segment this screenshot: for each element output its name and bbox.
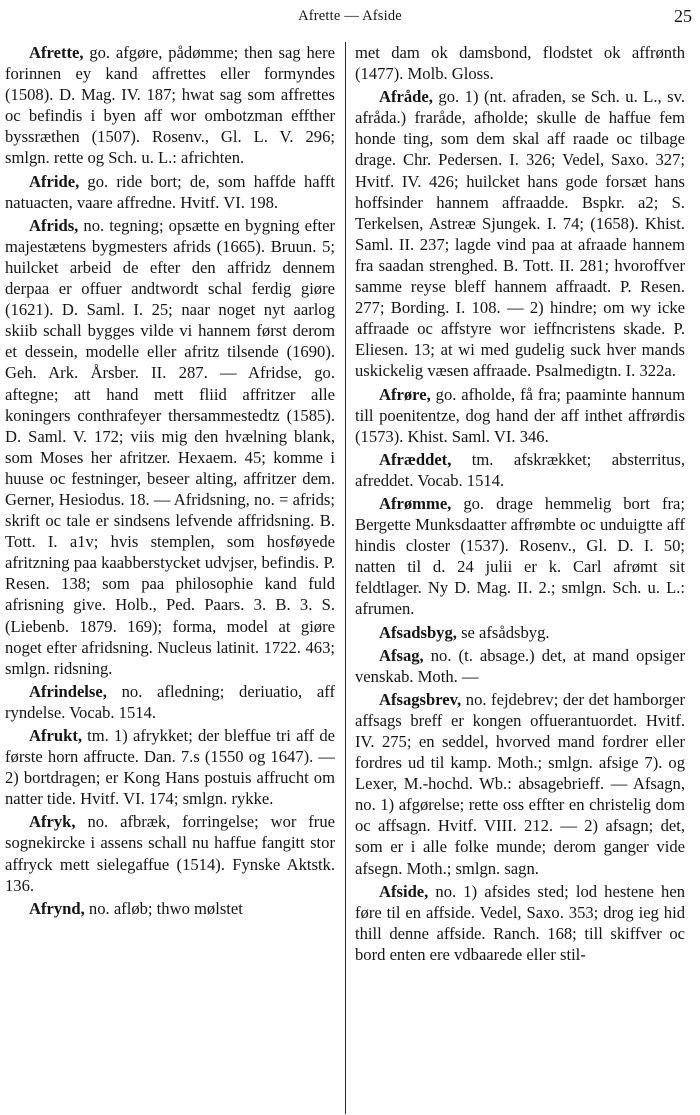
entry-headword: Afsadsbyg,	[379, 622, 457, 642]
dictionary-entry	[5, 681, 335, 723]
page-header	[0, 6, 700, 28]
entry-headword: Afrindelse,	[29, 681, 107, 701]
page-number: 25	[674, 6, 692, 26]
entry-text: go. afgøre, pådømme; then sag here forinnen ey kand affrettes eller formyndes (1508). D. Mag. IV. 187; hwat sag som affrettes oc befindis i byen aff wor ombotzman effther byssræthen (1507). Rosenv., Gl. L. V. 296; smlgn. rette og Sch. u. L.: africhten.	[5, 43, 335, 168]
entry-text: no. (t. absage.) det, at mand opsiger venskab. Moth. —	[355, 645, 685, 686]
entry-text: no. afledning; deriuatio, aff ryndelse. Vocab. 1514.	[5, 681, 335, 722]
dictionary-entry	[355, 42, 685, 84]
dictionary-entry	[355, 622, 685, 643]
entry-text: go. drage hemmelig bort fra; Bergette Munksdaatter affrømbte oc unduigtte aff hindis closter (1537). Rosenv., Gl. D. I. 50; natten til d. 24 julii er k. Carl afrømt sit feldtlager. Ny D. Mag. II. 2.; smlgn. Sch. u. L.: afrumen.	[355, 493, 685, 619]
dictionary-entry	[355, 493, 685, 620]
dictionary-entry	[355, 449, 685, 491]
left-column	[5, 42, 335, 1114]
entry-headword: Afræddet,	[379, 449, 452, 469]
entry-text: no. tegning; opsætte en bygning efter majestætens bygmesters afrids (1665). Bruun. 5; huilcket arbeid de efter den affridz dennem derpaa er offuer andtwordt schal ferdig giøre (1621). D. Saml. I. 25; naar noget nyt aarlog skiib schall bygges vilde vi hannem først derom et dessein, modelle eller afritz tilsende (1690). Geh. Ark. Årsber. II. 287. — Afridse, go. aftegne; att hand mett fliid affritzer alle koningers conthrafeyer thersammestedtz (1585). D. Saml. V. 172; viis mig den hvælning blank, som Moses her afritzer. Hexaem. 45; komme i huuse oc festninger, beseer alting, affritzer dem. Gerner, Hesiodus. 18. — Afridsning, no. = afrids; skrift oc tale er sindsens lefvende affridsning. B. Tott. I. a1v; hvis stemplen, som hosføyede afritzning paa kaabberstycket udvjser, befindis. P. Resen. 138; som paa philosophie kand fuld afrisning give. Holb., Ped. Paars. 3. B. 3. S. (Liebenb. 1879. 169); forma, model at giøre noget efter afridsning. Nucleus latinit. 1722. 463; smlgn. ridsning.	[5, 215, 335, 678]
dictionary-entry	[5, 42, 335, 169]
dictionary-entry	[355, 689, 685, 879]
entry-headword: Afrømme,	[379, 493, 452, 513]
entry-headword: Afrukt,	[29, 726, 83, 745]
entry-text: go. 1) (nt. afraden, se Sch. u. L., sv. afråda.) fraråde, afholde; skulle de haffue fem honde ting, som dem skal aff raade oc tilbage drage. Chr. Pedersen. I. 326; Vedel, Saxo. 327; Hvitf. IV. 426; huilcket hans gode forsæt hans hoffsinder hannem affraadde. Bspkr. a2; S. Terkelsen, Astreæ Sjungek. I. 74; (1658). Khist. Saml. II. 237; lagde vind paa at afraade hannem fra saadan strenghed. B. Tott. II. 281; hvoroffver samme reyse bleff hannem affraadt. P. Resen. 277; Bording. I. 108. — 2) hindre; om wy icke affraade oc affstyre wor ieffncristens skade. P. Eliesen. 13; at wi med gudelig suck hver mands uskickelig væsen affraade. Psalmedigtn. I. 322a.	[355, 87, 685, 381]
entry-headword: Afsagsbrev,	[379, 689, 462, 709]
dictionary-entry	[355, 384, 685, 447]
dictionary-entry	[5, 725, 335, 809]
entry-text: go. afholde, få fra; paaminte hannum till poenitentze, dog hand der aff inthet affrørdis (1573). Khist. Saml. VI. 346.	[355, 384, 685, 446]
entry-headword: Afrynd,	[29, 898, 85, 918]
dictionary-entry	[5, 171, 335, 213]
entry-text: no. fejdebrev; der det hamborger affsags breff er kongen offuerantuordet. Hvitf. IV. 275; en seddel, hvorved mand fordrer eller fordres ud til kamp. Moth.; smlgn. afsige 7). og Lexer, M.-hochd. Wb.: absagebrieff. — Afsagn, no. 1) afgørelse; rette oss effter en christelig dom oc affsagn. Hvitf. VIII. 212. — 2) afsagn; det, som er i alle folke munde; derom ganger vide afsegn. Moth.; smlgn. sagn.	[355, 689, 685, 878]
entry-headword: Afsag,	[379, 645, 424, 665]
dictionary-entry	[355, 645, 685, 687]
entry-headword: Afride,	[29, 171, 80, 191]
entry-headword: Afråde,	[379, 87, 433, 107]
right-column	[355, 42, 685, 1114]
dictionary-entry	[355, 881, 685, 965]
entry-text: se afsådsbyg.	[456, 622, 550, 642]
entry-text: no. afbræk, forringelse; wor frue sognekircke i assens schall nu haffue fangitt stor affryck mett sielegaffue (1514). Fynske Aktstk. 136.	[5, 812, 335, 895]
entry-text: no. afløb; thwo mølstet	[84, 898, 243, 918]
dictionary-entry	[5, 811, 335, 895]
dictionary-entry	[355, 86, 685, 381]
entry-text: met dam ok damsbond, flodstet ok affrønth (1477). Molb. Gloss.	[355, 43, 685, 84]
column-divider	[345, 42, 346, 1114]
dictionary-entry	[5, 215, 335, 679]
entry-text: tm. 1) afrykket; der bleffue tri aff de første horn affructe. Dan. 7.s (1550 og 1647). — 2) bortdragen; er Kong Hans postuis affrucht om natter tide. Hvitf. VI. 174; smlgn. rykke.	[5, 726, 335, 809]
entry-headword: Afryk,	[29, 812, 76, 832]
entry-headword: Afrids,	[29, 215, 79, 235]
entry-headword: Afside,	[379, 881, 429, 901]
entry-headword: Afrette,	[29, 43, 84, 62]
entry-text: tm. afskrækket; absterritus, afreddet. Vocab. 1514.	[355, 449, 685, 490]
dictionary-entry	[5, 898, 335, 919]
entry-text: go. ride bort; de, som haffde hafft natuacten, vaare affredne. Hvitf. VI. 198.	[5, 171, 335, 212]
entry-headword: Afrøre,	[379, 384, 431, 404]
running-title: Afrette — Afside	[298, 8, 402, 24]
entry-text: no. 1) afsides sted; lod hestene hen føre til en affside. Vedel, Saxo. 353; drog ieg hid thill denne affside. Ranch. 168; till skiffver oc bord enten ere vdbaarede eller stil-	[355, 881, 685, 964]
